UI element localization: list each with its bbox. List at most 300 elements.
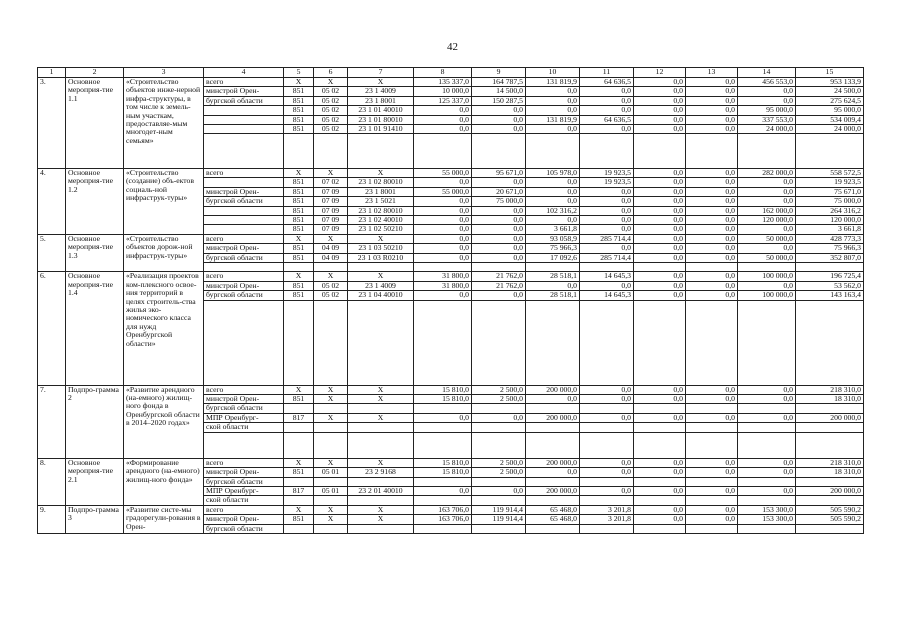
header-cell: 9 [472,68,526,78]
value-cell: 953 133,9 [796,78,864,87]
row-number-cell: 4. [38,169,66,235]
grbs-cell: 851 [284,178,314,187]
value-cell: 200 000,0 [526,487,580,496]
value-cell: 0,0 [580,96,634,105]
empty-cell [472,351,526,359]
empty-cell [738,343,796,351]
grbs-cell: 851 [284,394,314,403]
empty-cell [738,449,796,458]
rzpr-cell: X [314,505,348,514]
value-cell: 0,0 [414,206,472,215]
empty-cell [314,449,348,458]
empty-cell [284,351,314,359]
grbs-cell: 851 [284,96,314,105]
value-cell [414,524,472,533]
empty-cell [526,334,580,342]
empty-cell [414,317,472,325]
csr-cell: X [348,505,414,514]
value-cell: 55 000,0 [414,187,472,196]
table-row [38,505,864,514]
rzpr-cell: X [314,515,348,524]
grbs-cell: 851 [284,468,314,477]
value-cell [580,496,634,505]
header-cell: 6 [314,68,348,78]
empty-cell [686,263,738,272]
executor-cell: минстрой Орен- [204,515,284,524]
empty-cell [414,134,472,143]
empty-cell [472,151,526,159]
value-cell [472,496,526,505]
executor-cell: минстрой Орен- [204,187,284,196]
csr-cell: 23 1 01 91410 [348,125,414,134]
value-cell: 0,0 [634,197,686,206]
empty-cell [414,326,472,334]
table-row [38,234,864,243]
value-cell [738,423,796,432]
rzpr-cell: X [314,234,348,243]
value-cell: 50 000,0 [738,234,796,243]
value-cell: 0,0 [414,178,472,187]
csr-cell: X [348,515,414,524]
row-number-cell: 6. [38,272,66,385]
csr-cell: 23 1 4009 [348,87,414,96]
header-cell: 3 [124,68,204,78]
budget-table [37,67,864,534]
rzpr-cell: 07 09 [314,206,348,215]
item-name-cell: «Развитие арендного (на-емного) жилищ-ного фонда в Оренбургской области в 2014–2020 годах» [124,385,204,458]
empty-cell [796,326,864,334]
value-cell: 0,0 [526,96,580,105]
empty-cell [472,160,526,169]
value-cell: 0,0 [472,413,526,422]
csr-cell [348,477,414,486]
row-number-cell: 8. [38,458,66,505]
value-cell: 0,0 [580,244,634,253]
value-cell: 0,0 [634,468,686,477]
value-cell: 95 000,0 [796,106,864,115]
empty-cell [284,343,314,351]
empty-cell [686,160,738,169]
empty-cell [472,134,526,143]
empty-cell [348,351,414,359]
executor-cell: всего [204,234,284,243]
grbs-cell: 851 [284,197,314,206]
empty-cell [634,432,686,441]
value-cell: 0,0 [414,253,472,262]
value-cell: 2 500,0 [472,385,526,394]
empty-cell [204,263,284,272]
empty-cell [580,143,634,151]
value-cell: 0,0 [580,394,634,403]
empty-cell [526,151,580,159]
value-cell [686,496,738,505]
value-cell: 0,0 [634,106,686,115]
value-cell [526,477,580,486]
header-cell: 10 [526,68,580,78]
value-cell: 3 201,8 [580,505,634,514]
value-cell: 0,0 [472,178,526,187]
grbs-cell: 851 [284,281,314,290]
item-name-cell: «Строительство (создание) объ-ектов социаль-ной инфраструк-туры» [124,169,204,235]
empty-cell [580,134,634,143]
empty-cell [314,151,348,159]
value-cell: 0,0 [580,106,634,115]
grbs-cell: 851 [284,225,314,234]
value-cell: 0,0 [686,468,738,477]
empty-cell [204,441,284,449]
value-cell: 0,0 [686,187,738,196]
empty-cell [472,143,526,151]
empty-cell [580,368,634,376]
value-cell: 75 000,0 [472,197,526,206]
executor-cell: минстрой Орен- [204,87,284,96]
rzpr-cell: X [314,385,348,394]
csr-cell: 23 1 5021 [348,197,414,206]
rzpr-cell: X [314,169,348,178]
rzpr-cell: 07 09 [314,197,348,206]
value-cell: 456 553,0 [738,78,796,87]
item-type-cell: Основное мероприя-тие 2.1 [66,458,124,505]
empty-cell [526,376,580,385]
csr-cell: 23 1 02 80010 [348,178,414,187]
grbs-cell: 851 [284,125,314,134]
empty-cell [204,143,284,151]
value-cell: 0,0 [580,413,634,422]
grbs-cell [284,423,314,432]
value-cell: 0,0 [634,244,686,253]
grbs-cell: X [284,234,314,243]
value-cell [526,524,580,533]
value-cell: 0,0 [686,458,738,467]
empty-cell [472,326,526,334]
empty-cell [580,263,634,272]
empty-cell [686,309,738,317]
empty-cell [580,441,634,449]
value-cell: 200 000,0 [526,458,580,467]
empty-cell [738,326,796,334]
value-cell: 0,0 [472,225,526,234]
empty-cell [348,368,414,376]
value-cell: 0,0 [686,206,738,215]
empty-cell [738,334,796,342]
grbs-cell: 851 [284,291,314,300]
value-cell: 75 000,0 [796,197,864,206]
empty-cell [472,449,526,458]
empty-cell [204,151,284,159]
item-type-cell: Основное мероприя-тие 1.4 [66,272,124,385]
rzpr-cell: X [314,394,348,403]
csr-cell: X [348,385,414,394]
empty-cell [686,334,738,342]
header-cell: 1 [38,68,66,78]
value-cell: 0,0 [414,234,472,243]
empty-cell [284,334,314,342]
grbs-cell: X [284,272,314,281]
empty-cell [414,263,472,272]
executor-cell: МПР Оренбург- [204,487,284,496]
value-cell: 100 000,0 [738,291,796,300]
rzpr-cell: 07 09 [314,187,348,196]
empty-cell [796,441,864,449]
grbs-cell: 851 [284,115,314,124]
value-cell: 31 800,0 [414,272,472,281]
page-number: 42 [447,41,458,53]
rzpr-cell [314,496,348,505]
empty-cell [634,317,686,325]
empty-cell [686,351,738,359]
csr-cell: 23 1 01 40010 [348,106,414,115]
value-cell [686,423,738,432]
value-cell: 0,0 [472,244,526,253]
empty-cell [314,160,348,169]
value-cell: 285 714,4 [580,234,634,243]
empty-cell [348,309,414,317]
header-cell: 2 [66,68,124,78]
value-cell [580,524,634,533]
empty-cell [526,160,580,169]
empty-cell [348,441,414,449]
empty-cell [686,368,738,376]
executor-cell [204,225,284,234]
empty-cell [284,432,314,441]
rzpr-cell: 07 02 [314,178,348,187]
empty-cell [204,343,284,351]
value-cell: 53 562,0 [796,281,864,290]
rzpr-cell: 05 02 [314,87,348,96]
value-cell [738,404,796,413]
value-cell: 0,0 [580,206,634,215]
value-cell: 0,0 [686,96,738,105]
csr-cell: 23 1 04 40010 [348,291,414,300]
empty-cell [738,151,796,159]
value-cell: 0,0 [526,281,580,290]
empty-cell [686,134,738,143]
value-cell: 0,0 [472,216,526,225]
empty-cell [472,368,526,376]
value-cell: 0,0 [526,106,580,115]
empty-cell [738,160,796,169]
value-cell: 200 000,0 [796,487,864,496]
rzpr-cell: 07 09 [314,216,348,225]
value-cell: 0,0 [414,197,472,206]
value-cell: 0,0 [686,385,738,394]
value-cell: 0,0 [634,87,686,96]
csr-cell: 23 1 8001 [348,187,414,196]
empty-cell [686,432,738,441]
value-cell [796,524,864,533]
value-cell: 337 553,0 [738,115,796,124]
value-cell: 31 800,0 [414,281,472,290]
value-cell [472,423,526,432]
value-cell: 0,0 [580,125,634,134]
value-cell: 163 706,0 [414,515,472,524]
empty-cell [796,449,864,458]
value-cell: 75 966,3 [526,244,580,253]
value-cell: 0,0 [472,125,526,134]
value-cell: 0,0 [686,487,738,496]
value-cell: 105 978,0 [526,169,580,178]
value-cell: 0,0 [686,106,738,115]
empty-cell [580,309,634,317]
value-cell: 0,0 [686,394,738,403]
csr-cell: X [348,413,414,422]
value-cell [472,524,526,533]
value-cell: 0,0 [414,291,472,300]
empty-cell [580,359,634,367]
empty-cell [348,326,414,334]
value-cell: 20 671,0 [472,187,526,196]
empty-cell [348,376,414,385]
value-cell: 0,0 [634,291,686,300]
empty-cell [314,376,348,385]
empty-cell [348,143,414,151]
value-cell [738,524,796,533]
empty-cell [204,309,284,317]
empty-cell [348,449,414,458]
grbs-cell: X [284,385,314,394]
executor-cell: бургской области [204,96,284,105]
value-cell [634,524,686,533]
rzpr-cell [314,524,348,533]
table-row [38,385,864,394]
value-cell: 15 810,0 [414,468,472,477]
value-cell: 0,0 [738,394,796,403]
value-cell: 0,0 [738,385,796,394]
row-number-cell: 9. [38,505,66,533]
row-number-cell: 7. [38,385,66,458]
value-cell: 200 000,0 [526,413,580,422]
value-cell: 0,0 [634,505,686,514]
header-cell: 5 [284,68,314,78]
empty-cell [796,263,864,272]
empty-cell [414,160,472,169]
item-type-cell: Основное мероприя-тие 1.1 [66,78,124,169]
empty-cell [204,359,284,367]
empty-cell [580,449,634,458]
value-cell [580,423,634,432]
empty-cell [204,432,284,441]
grbs-cell [284,404,314,413]
empty-cell [284,151,314,159]
value-cell: 0,0 [738,458,796,467]
value-cell: 50 000,0 [738,253,796,262]
value-cell [738,496,796,505]
empty-cell [284,309,314,317]
value-cell [414,496,472,505]
empty-cell [526,432,580,441]
empty-cell [204,300,284,309]
value-cell: 163 706,0 [414,505,472,514]
empty-cell [414,351,472,359]
value-cell: 505 590,2 [796,515,864,524]
value-cell: 0,0 [686,234,738,243]
value-cell: 0,0 [414,106,472,115]
rzpr-cell [314,423,348,432]
value-cell: 0,0 [414,487,472,496]
empty-cell [738,368,796,376]
value-cell: 135 337,0 [414,78,472,87]
row-number-cell: 5. [38,234,66,272]
value-cell: 0,0 [634,178,686,187]
value-cell: 95 671,0 [472,169,526,178]
empty-cell [348,151,414,159]
empty-cell [686,151,738,159]
value-cell: 3 661,8 [526,225,580,234]
empty-cell [526,326,580,334]
executor-cell: МПР Оренбург- [204,413,284,422]
grbs-cell: X [284,169,314,178]
value-cell: 200 000,0 [796,413,864,422]
empty-cell [414,143,472,151]
value-cell: 0,0 [472,206,526,215]
value-cell: 0,0 [414,244,472,253]
value-cell: 15 810,0 [414,458,472,467]
csr-cell: 23 2 01 40010 [348,487,414,496]
value-cell: 0,0 [472,253,526,262]
value-cell: 0,0 [738,178,796,187]
value-cell: 0,0 [580,468,634,477]
value-cell: 153 300,0 [738,505,796,514]
empty-cell [686,376,738,385]
empty-cell [348,317,414,325]
empty-cell [414,151,472,159]
rzpr-cell: 04 09 [314,244,348,253]
value-cell: 0,0 [738,244,796,253]
value-cell: 3 201,8 [580,515,634,524]
value-cell: 0,0 [634,281,686,290]
value-cell: 17 092,6 [526,253,580,262]
value-cell: 0,0 [580,87,634,96]
empty-cell [348,300,414,309]
rzpr-cell: 07 09 [314,225,348,234]
value-cell: 164 787,5 [472,78,526,87]
csr-cell [348,423,414,432]
value-cell: 95 000,0 [738,106,796,115]
empty-cell [204,317,284,325]
value-cell: 131 819,9 [526,78,580,87]
empty-cell [204,134,284,143]
value-cell [738,477,796,486]
executor-cell: бургской области [204,524,284,533]
empty-cell [580,300,634,309]
grbs-cell: 851 [284,216,314,225]
value-cell: 0,0 [580,385,634,394]
empty-cell [526,351,580,359]
value-cell: 21 762,0 [472,272,526,281]
value-cell: 102 316,2 [526,206,580,215]
empty-cell [634,334,686,342]
empty-cell [526,368,580,376]
empty-cell [414,368,472,376]
empty-cell [204,160,284,169]
value-cell: 19 923,5 [796,178,864,187]
empty-cell [284,326,314,334]
value-cell: 0,0 [526,87,580,96]
empty-cell [472,359,526,367]
table-row [38,272,864,281]
executor-cell [204,106,284,115]
rzpr-cell: 04 09 [314,253,348,262]
empty-cell [738,134,796,143]
empty-cell [414,432,472,441]
executor-cell: минстрой Орен- [204,281,284,290]
csr-cell: 23 1 8001 [348,96,414,105]
grbs-cell: 851 [284,87,314,96]
value-cell: 0,0 [634,187,686,196]
value-cell: 0,0 [634,78,686,87]
rzpr-cell: 05 02 [314,291,348,300]
empty-cell [738,143,796,151]
